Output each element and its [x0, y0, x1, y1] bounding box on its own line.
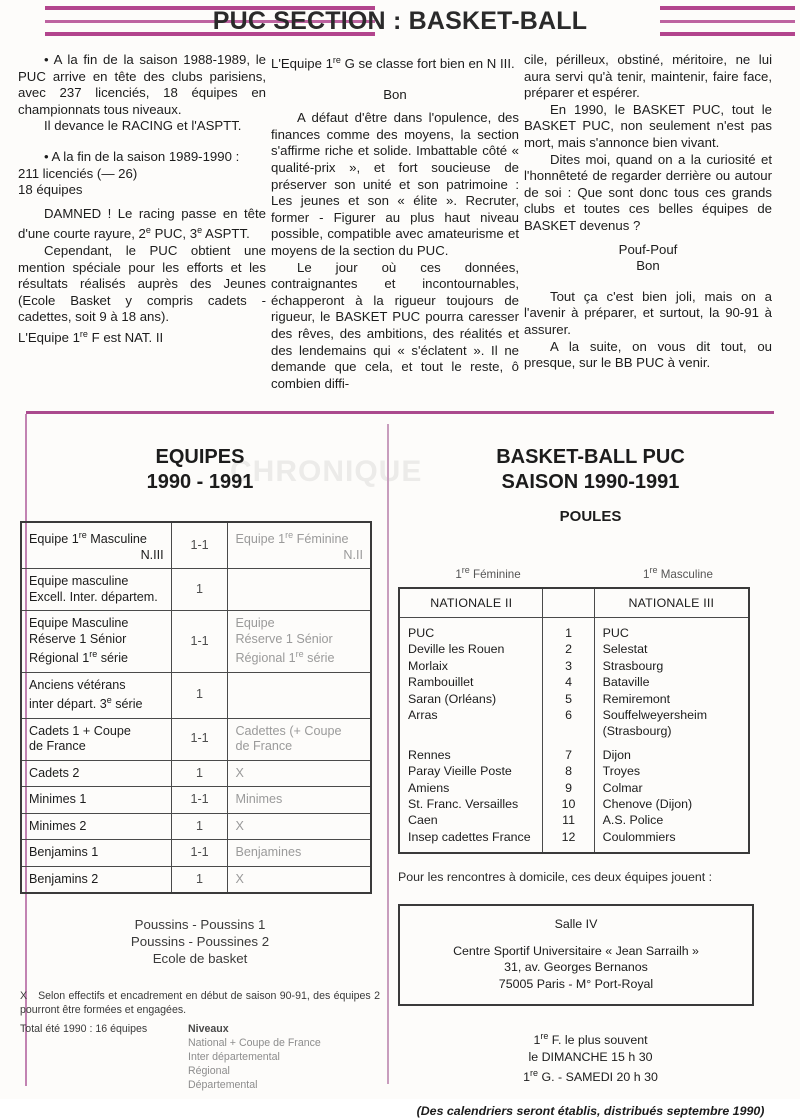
- cell-rank: 8: [543, 763, 594, 779]
- poules-title-line2: SAISON 1990-1991: [501, 471, 680, 493]
- equipes-footnote: [20, 989, 380, 1017]
- paragraph: • A la fin de la saison 1988-1989, le PUC arrive en tête des clubs parisiens, avec 237 licenciés, 18 équipes en championnats tous niveaux.: [18, 52, 266, 117]
- poules-block: [398, 445, 783, 1118]
- cell-spacer: [543, 740, 594, 747]
- cell-feminine: X: [228, 866, 371, 893]
- equipes-table: [20, 521, 372, 894]
- equipes-table-body: [21, 522, 371, 893]
- section-divider-vertical: [387, 424, 389, 1084]
- table-row: [21, 611, 371, 673]
- cell-team-name: Benjamins 2: [21, 866, 171, 893]
- list-item: Inter départemental: [188, 1051, 280, 1063]
- cell-spacer: [594, 740, 749, 747]
- table-row: [399, 691, 749, 707]
- cell-feminine: X: [228, 813, 371, 840]
- line: Anciens vétérans: [29, 677, 126, 692]
- list-item: Départemental: [188, 1079, 258, 1091]
- total-label: Total été 1990 : 16 équipes: [20, 1023, 148, 1035]
- cell-rank: 6: [543, 707, 594, 723]
- cell-team-name: [21, 672, 171, 718]
- cell-rank: 10: [543, 796, 594, 812]
- cell-feminine-team: Rennes: [399, 747, 543, 763]
- list-item: Ecole de basket: [152, 951, 248, 966]
- line: Régional 1re série: [235, 649, 335, 665]
- line: N.III: [140, 547, 164, 562]
- cell-feminine-team: PUC: [399, 618, 543, 642]
- table-row: [21, 522, 371, 569]
- schedule-line: le DIMANCHE 15 h 30: [528, 1049, 653, 1064]
- cell-feminine: [228, 569, 371, 611]
- total-and-levels: [20, 1022, 380, 1092]
- cell-feminine-team: Caen: [399, 812, 543, 828]
- equipes-subtitle: 1990 - 1991: [146, 471, 254, 493]
- poules-label-feminine: 1re Féminine: [455, 565, 521, 581]
- masthead: [0, 0, 800, 42]
- poules-subtitle: POULES: [559, 508, 622, 525]
- cell-team-name: Benjamins 1: [21, 840, 171, 867]
- table-row: [399, 829, 749, 853]
- cell-feminine-team: Saran (Orléans): [399, 691, 543, 707]
- poules-table: [398, 587, 750, 854]
- paragraph: L'Equipe 1re G se classe fort bien en N III.: [271, 55, 515, 71]
- cell-count: 1-1: [171, 840, 228, 867]
- paragraph: cile, périlleux, obstiné, méritoire, ne lui aura servi qu'à tenir, maintenir, faire face, préparer et espérer.: [524, 52, 772, 101]
- cell-feminine-team: Paray Vieille Poste: [399, 763, 543, 779]
- table-row: [399, 796, 749, 812]
- table-row: [399, 707, 749, 723]
- line: Réserve 1 Sénior: [235, 631, 333, 646]
- cell-count: 1: [171, 760, 228, 787]
- cell-team-name: [21, 522, 171, 569]
- cell-masculine-team: Coulommiers: [594, 829, 749, 853]
- table-row: [21, 760, 371, 787]
- cell-rank: 2: [543, 641, 594, 657]
- niveaux-block: [188, 1022, 321, 1092]
- cell-masculine-team: Colmar: [594, 780, 749, 796]
- cell-spacer: [399, 740, 543, 747]
- list-item: Régional: [188, 1065, 230, 1077]
- article-column-3: [524, 52, 777, 392]
- article-body: [18, 52, 784, 392]
- table-row: [21, 866, 371, 893]
- line: de France: [235, 739, 293, 753]
- line: Cadettes (+ Coupe: [235, 723, 342, 738]
- cell-rank: [543, 723, 594, 739]
- article-column-2: [271, 52, 524, 392]
- cell-count: 1-1: [171, 787, 228, 814]
- table-row: [21, 840, 371, 867]
- paragraph: Tout ça c'est bien joli, mais on a l'avenir à préparer, et surtout, la 90-91 à assurer.: [524, 288, 772, 337]
- table-row-continuation: [399, 723, 749, 739]
- line: Equipe Masculine: [29, 616, 129, 630]
- cell-feminine-team: Morlaix: [399, 658, 543, 674]
- article-column-1: [18, 52, 271, 392]
- cell-feminine: [228, 611, 371, 673]
- paragraph: L'Equipe 1re F est NAT. II: [18, 328, 164, 345]
- cell-rank: 3: [543, 658, 594, 674]
- niveaux-title: Niveaux: [188, 1023, 229, 1035]
- poules-table-body: [399, 618, 749, 854]
- poules-column-labels: [398, 565, 783, 581]
- cell-feminine: Minimes: [228, 787, 371, 814]
- cell-feminine: [228, 672, 371, 718]
- table-row: [21, 813, 371, 840]
- cell-feminine: [228, 718, 371, 760]
- cell-count: 1-1: [171, 611, 228, 673]
- cell-masculine-team: Troyes: [594, 763, 749, 779]
- line: Régional 1re série: [29, 649, 129, 665]
- calendar-note: (Des calendriers seront établis, distribués septembre 1990): [416, 1103, 765, 1118]
- cell-team-name: [21, 718, 171, 760]
- paragraph: Le jour où ces données, contraignantes et incontournables, échapperont à la rigueur toujours de rigueur, le BASKET PUC pourra caresser des rêves, des ambitions, des réalités et des lendemains qui « s'éclatent ». Il ne demande que cela, et tout le reste, ô combien diffi-: [271, 259, 519, 391]
- cell-masculine-team: Selestat: [594, 641, 749, 657]
- poules-table-head: [399, 588, 749, 618]
- section-heading: Bon: [383, 86, 407, 102]
- cell-feminine-team: Insep cadettes France: [399, 829, 543, 853]
- cell-feminine-team: Rambouillet: [399, 674, 543, 690]
- table-row: [399, 763, 749, 779]
- equipes-title: EQUIPES: [155, 446, 245, 468]
- signature-line: Bon: [636, 258, 660, 274]
- table-header-row: [399, 588, 749, 618]
- section-divider-horizontal: [26, 411, 774, 414]
- line: inter départ. 3e série: [29, 695, 143, 711]
- table-row: [399, 780, 749, 796]
- header-nationale-2: NATIONALE II: [399, 588, 543, 618]
- line: Equipe masculine: [29, 574, 129, 588]
- table-row: [399, 658, 749, 674]
- cell-feminine-team: [399, 723, 543, 739]
- venue-address-line: 75005 Paris - M° Port-Royal: [498, 976, 654, 991]
- schedule-line: 1re G. - SAMEDI 20 h 30: [523, 1068, 658, 1085]
- paragraph: 211 licenciés (— 26): [18, 165, 138, 181]
- cell-team-name: Minimes 2: [21, 813, 171, 840]
- header-rank: [543, 588, 594, 618]
- poules-label-masculine: 1re Masculine: [643, 565, 713, 581]
- table-row: [399, 812, 749, 828]
- cell-team-name: [21, 611, 171, 673]
- cell-masculine-team: Souffelweyersheim: [594, 707, 749, 723]
- equipes-block: [20, 445, 380, 1092]
- cell-feminine-team: Deville les Rouen: [399, 641, 543, 657]
- cell-masculine-team: Remiremont: [594, 691, 749, 707]
- cell-masculine-team: Bataville: [594, 674, 749, 690]
- cell-feminine: X: [228, 760, 371, 787]
- cell-count: 1: [171, 813, 228, 840]
- paragraph: A la suite, on vous dit tout, ou presque, sur le BB PUC à venir.: [524, 338, 772, 371]
- cell-masculine-team: A.S. Police: [594, 812, 749, 828]
- line: Equipe 1re Féminine: [235, 530, 349, 546]
- cell-count: 1-1: [171, 522, 228, 569]
- cell-feminine: [228, 522, 371, 569]
- header-nationale-3: NATIONALE III: [594, 588, 749, 618]
- paragraph: Il devance le RACING et l'ASPTT.: [44, 118, 242, 134]
- cell-count: 1: [171, 672, 228, 718]
- cell-rank: 4: [543, 674, 594, 690]
- table-row: [399, 618, 749, 642]
- cell-team-name: Cadets 2: [21, 760, 171, 787]
- list-item: Poussins - Poussines 2: [130, 934, 270, 949]
- paragraph: DAMNED ! Le racing passe en tête d'une courte rayure, 2e PUC, 3e ASPTT.: [18, 205, 266, 242]
- list-item: National + Coupe de France: [188, 1037, 321, 1049]
- table-row: [399, 641, 749, 657]
- cell-rank: 11: [543, 812, 594, 828]
- schedule-block: [398, 1028, 783, 1086]
- poussins-list: [20, 916, 380, 967]
- cell-masculine-team: (Strasbourg): [594, 723, 749, 739]
- cell-feminine: Benjamines: [228, 840, 371, 867]
- table-row: [21, 787, 371, 814]
- paragraph: 18 équipes: [18, 182, 83, 198]
- cell-team-name: Minimes 1: [21, 787, 171, 814]
- cell-rank: 7: [543, 747, 594, 763]
- cell-count: 1-1: [171, 718, 228, 760]
- line: Equipe 1re Masculine: [29, 530, 147, 546]
- venue-name: Salle IV: [554, 917, 598, 932]
- paragraph: • A la fin de la saison 1989-1990 :: [44, 148, 240, 164]
- line: de France: [29, 739, 86, 753]
- cell-count: 1: [171, 569, 228, 611]
- line: N.II: [343, 547, 363, 562]
- home-games-note: Pour les rencontres à domicile, ces deux équipes jouent :: [398, 870, 713, 885]
- footnote-text: Selon effectifs et encadrement en début de saison 90-91, des équipes 2 pourront être formées et engagées.: [20, 990, 380, 1016]
- paragraph: Cependant, le PUC obtient une mention spéciale pour les efforts et les résultats réalisés auprès des Jeunes (Ecole Basket y compris cadets - cadettes, soit 9 à 18 ans).: [18, 242, 266, 325]
- cell-rank: 1: [543, 618, 594, 642]
- paragraph: A défaut d'être dans l'opulence, des finances comme des moyens, la section s'affirme riche et solide. Imbattable côté « qualité-prix », et fort soucieuse de préserver son unité et son patrimoine : Les jeunes et son « élite ». Recruter, former - Figurer au plus haut niveau possible, compatible avec amateurisme et moyens de la section du PUC.: [271, 110, 519, 258]
- cell-feminine-team: Arras: [399, 707, 543, 723]
- table-row: [21, 718, 371, 760]
- cell-masculine-team: Dijon: [594, 747, 749, 763]
- cell-feminine-team: St. Franc. Versailles: [399, 796, 543, 812]
- venue-address-line: 31, av. Georges Bernanos: [504, 960, 648, 975]
- paragraph: En 1990, le BASKET PUC, tout le BASKET PUC, non seulement n'est pas mort, mais s'annonce bien vivant.: [524, 101, 772, 150]
- schedule-line: 1re F. le plus souvent: [533, 1031, 648, 1048]
- cell-masculine-team: Strasbourg: [594, 658, 749, 674]
- line: Equipe: [235, 616, 275, 630]
- cell-rank: 9: [543, 780, 594, 796]
- table-row: [399, 747, 749, 763]
- table-row: [21, 672, 371, 718]
- cell-team-name: [21, 569, 171, 611]
- poules-title-line1: BASKET-BALL PUC: [496, 446, 685, 468]
- cell-masculine-team: PUC: [594, 618, 749, 642]
- line: Réserve 1 Sénior: [29, 631, 127, 646]
- cell-rank: 12: [543, 829, 594, 853]
- page-title: PUC SECTION : BASKET-BALL: [212, 7, 588, 35]
- table-row: [399, 674, 749, 690]
- line: Excell. Inter. départem.: [29, 589, 158, 604]
- signature-line: Pouf-Pouf: [618, 241, 678, 257]
- footnote-marker: X: [20, 990, 28, 1002]
- list-item: Poussins - Poussins 1: [134, 917, 266, 932]
- cell-count: 1: [171, 866, 228, 893]
- scan-ghost-text: CHRONIQUE: [230, 455, 423, 488]
- table-row: [21, 569, 371, 611]
- line: Cadets 1 + Coupe: [29, 723, 131, 738]
- cell-masculine-team: Chenove (Dijon): [594, 796, 749, 812]
- table-row-spacer: [399, 740, 749, 747]
- paragraph: Dites moi, quand on a la curiosité et l'honnêteté de regarder derrière ou autour de soi : Que sont donc tous ces grands clubs et toutes ces belles équipes de BASKET devenus ?: [524, 151, 772, 233]
- venue-address-line: Centre Sportif Universitaire « Jean Sarrailh »: [453, 943, 699, 958]
- cell-feminine-team: Amiens: [399, 780, 543, 796]
- venue-box: [398, 904, 754, 1006]
- cell-rank: 5: [543, 691, 594, 707]
